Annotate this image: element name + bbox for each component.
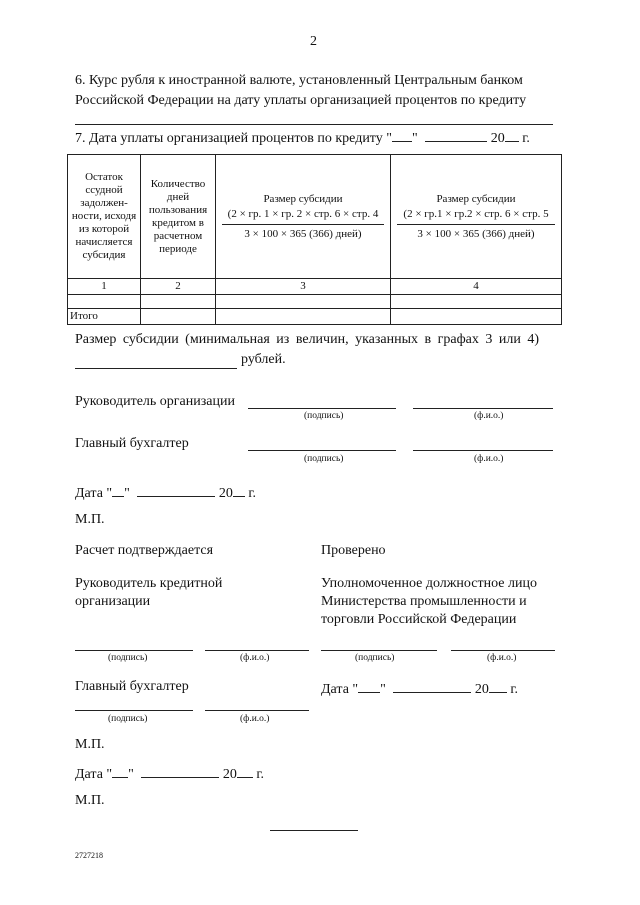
official-name-caption: (ф.и.о.)	[487, 653, 517, 663]
header-col4-denominator: 3 × 100 × 365 (366) дней)	[417, 227, 535, 240]
date-right-suffix: г.	[510, 682, 519, 697]
head-signature-line	[248, 408, 396, 409]
bank-head-line1: Руководитель кредитной	[75, 576, 223, 591]
closing-rule	[270, 830, 358, 831]
item6-line2: Российской Федерации на дату уплаты организацией процентов по кредиту	[75, 93, 527, 108]
item7-prefix: 7. Дата уплаты организацией процентов по кредиту "	[75, 131, 392, 146]
total-label: Итого	[68, 309, 141, 325]
official-line1: Уполномоченное должностное лицо	[321, 576, 537, 591]
item7-date-line	[75, 131, 530, 147]
page-number: 2	[310, 34, 317, 49]
seal-1: М.П.	[75, 512, 105, 527]
date-line-3: Дата " " 20 г.	[75, 767, 265, 782]
chief-signature-line	[248, 450, 396, 451]
seal-2: М.П.	[75, 737, 105, 752]
header-col4-title: Размер субсидии	[436, 192, 516, 205]
header-col4	[391, 155, 562, 279]
header-col3-title: Размер субсидии	[263, 192, 343, 205]
total-row	[68, 309, 562, 325]
chief-accountant-label: Главный бухгалтер	[75, 436, 189, 451]
date-line-1: Дата " " 20 г.	[75, 486, 257, 501]
header-col4-numerator: (2 × гр.1 × гр.2 × стр. 6 × стр. 5	[397, 208, 555, 225]
item7-suffix: г.	[522, 131, 530, 146]
date-3-year: 20	[222, 767, 237, 782]
official-name-line	[451, 650, 555, 651]
subsidy-text: Размер субсидии (минимальная из величин, указанных в графах 3 или 4)	[75, 332, 539, 347]
date-year: 20	[218, 486, 233, 501]
bank-head-line2: организации	[75, 594, 151, 609]
chief-name-caption: (ф.и.о.)	[474, 454, 504, 464]
bank-head-signature-caption: (подпись)	[108, 653, 148, 663]
bank-head-name-line	[205, 650, 309, 651]
date-3-label: Дата "	[75, 767, 113, 782]
header-col3	[216, 155, 391, 279]
head-name-caption: (ф.и.о.)	[474, 411, 504, 421]
column-numbers-row	[68, 279, 562, 295]
header-col1: Остаток ссудной задолжен-ности, исходя из которой начисляется субсидия	[68, 155, 141, 279]
official-line2: Министерства промышленности и	[321, 594, 527, 609]
col-number-1: 1	[68, 279, 141, 295]
bank-chief-signature-caption: (подпись)	[108, 714, 148, 724]
subsidy-amount-line	[75, 368, 237, 369]
bank-head-name-caption: (ф.и.о.)	[240, 653, 270, 663]
bank-chief-name-line	[205, 710, 309, 711]
date-line-right: Дата " " 20 г.	[321, 682, 519, 697]
col-number-3: 3	[216, 279, 391, 295]
chief-signature-caption: (подпись)	[304, 454, 344, 464]
col-number-2: 2	[141, 279, 216, 295]
date-right-year: 20	[474, 682, 489, 697]
bank-chief-signature-line	[75, 710, 193, 711]
subsidy-table	[67, 154, 562, 325]
bank-chief-name-caption: (ф.и.о.)	[240, 714, 270, 724]
bank-chief-accountant-label: Главный бухгалтер	[75, 679, 189, 694]
item6-line1: 6. Курс рубля к иностранной валюте, установленный Центральным банком	[75, 73, 523, 88]
bank-head-signature-line	[75, 650, 193, 651]
date-suffix: г.	[248, 486, 257, 501]
official-line3: торговли Российской Федерации	[321, 612, 517, 627]
date-label: Дата "	[75, 486, 113, 501]
item6-blank-line	[75, 124, 553, 125]
header-col2: Количество дней пользования кредитом в расчетном периоде	[141, 155, 216, 279]
head-name-line	[413, 408, 553, 409]
head-label: Руководитель организации	[75, 394, 235, 409]
date-3-suffix: г.	[256, 767, 265, 782]
chief-name-line	[413, 450, 553, 451]
header-col3-numerator: (2 × гр. 1 × гр. 2 × стр. 6 × стр. 4	[222, 208, 384, 225]
official-signature-caption: (подпись)	[355, 653, 395, 663]
date-right-label: Дата "	[321, 682, 359, 697]
official-signature-line	[321, 650, 437, 651]
header-col3-denominator: 3 × 100 × 365 (366) дней)	[244, 227, 362, 240]
footer-code: 2727218	[75, 851, 103, 860]
seal-3: М.П.	[75, 793, 105, 808]
head-signature-caption: (подпись)	[304, 411, 344, 421]
table-row	[68, 295, 562, 309]
confirmed-label: Расчет подтверждается	[75, 543, 214, 558]
checked-label: Проверено	[321, 543, 386, 558]
subsidy-unit: рублей.	[241, 352, 286, 367]
col-number-4: 4	[391, 279, 562, 295]
item7-year: 20	[490, 131, 505, 146]
item7-quote: "	[411, 131, 418, 146]
